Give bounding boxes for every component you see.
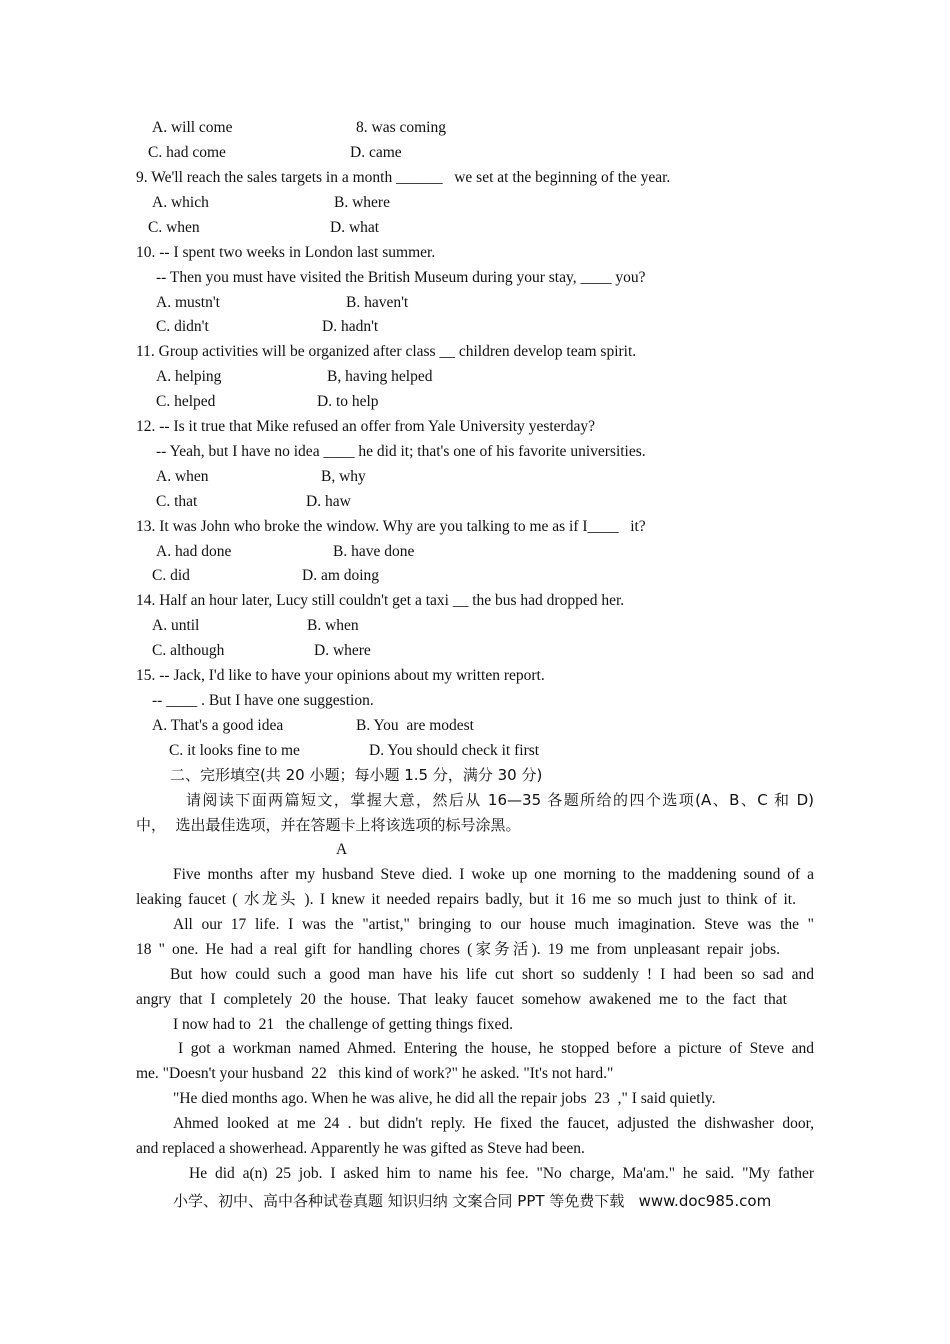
passage-line: I now had to 21 the challenge of getting things fixed. [173,1016,514,1033]
passage-line: angry that I completely 20 the house. That leaky faucet somehow awakened me to the fact that [136,991,787,1008]
question-12-reply: -- Yeah, but I have no idea ____ he did it; that's one of his favorite universities. [156,443,646,460]
option-7d: D. came [350,144,402,161]
section-instructions-line2: 中， 选出最佳选项，并在答题卡上将该选项的标号涂黑。 [136,816,521,834]
option-11b: B, having helped [327,368,433,385]
option-13d: D. am doing [302,567,380,584]
option-10b: B. haven't [346,294,409,311]
option-14a: A. until [152,617,200,634]
passage-label: A [336,841,348,858]
question-10: 10. -- I spent two weeks in London last summer. [136,244,436,261]
passage-line: "He died months ago. When he was alive, he did all the repair jobs 23 ," I said quietly. [173,1090,716,1107]
question-13: 13. It was John who broke the window. Why are you talking to me as if I____ it? [136,518,646,535]
option-10d: D. hadn't [322,318,379,335]
passage-line: leaking faucet ( 水龙头 ). I knew it needed repairs badly, but it 16 me so much just to think of it. [136,891,796,908]
section-instructions-line1: 请阅读下面两篇短文，掌握大意，然后从 16—35 各题所给的四个选项(A、B、C 和 D) [186,791,814,809]
option-9c: C. when [148,219,200,236]
option-15d: D. You should check it first [369,742,540,759]
passage-line: 18 " one. He had a real gift for handling chores (家务活). 19 me from unpleasant repair jobs. [136,941,780,958]
option-11d: D. to help [317,393,379,410]
option-9a: A. which [152,194,209,211]
passage-line: Five months after my husband Steve died. I woke up one morning to the maddening sound of a [173,866,814,883]
option-9d: D. what [330,219,380,236]
question-10-reply: -- Then you must have visited the British Museum during your stay, ____ you? [156,269,646,286]
option-12b: B, why [321,468,366,485]
passage-line: Ahmed looked at me 24 . but didn't reply. He fixed the faucet, adjusted the dishwasher door, [173,1115,814,1132]
question-15-reply: -- ____ . But I have one suggestion. [152,692,374,709]
question-14: 14. Half an hour later, Lucy still couldn't get a taxi __ the bus had dropped her. [136,592,625,609]
passage-line: I got a workman named Ahmed. Entering the house, he stopped before a picture of Steve and [178,1040,814,1057]
option-13c: C. did [152,567,190,584]
option-13a: A. had done [156,543,232,560]
option-13b: B. have done [333,543,415,560]
question-9: 9. We'll reach the sales targets in a month ______ we set at the beginning of the year. [136,169,671,186]
option-14c: C. although [152,642,225,659]
option-10a: A. mustn't [156,294,220,311]
option-9b: B. where [334,194,390,211]
passage-line: All our 17 life. I was the "artist," bringing to our house much imagination. Steve was the " [173,916,814,933]
question-11: 11. Group activities will be organized after class __ children develop team spirit. [136,343,637,360]
option-7a: A. will come [152,119,233,136]
option-7c: C. had come [148,144,226,161]
passage-line: He did a(n) 25 job. I asked him to name his fee. "No charge, Ma'am." he said. "My father [189,1165,814,1182]
option-14d: D. where [314,642,371,659]
option-14b: B. when [307,617,359,634]
option-12d: D. haw [306,493,351,510]
option-12c: C. that [156,493,198,510]
section-heading: 二、完形填空(共 20 小题；每小题 1.5 分，满分 30 分) [170,766,543,784]
footer-text: 小学、初中、高中各种试卷真题 知识归纳 文案合同 PPT 等免费下载 www.doc985.com [173,1192,772,1210]
option-10c: C. didn't [156,318,209,335]
question-12: 12. -- Is it true that Mike refused an offer from Yale University yesterday? [136,418,595,435]
option-15c: C. it looks fine to me [169,742,300,759]
option-12a: A. when [156,468,209,485]
question-15: 15. -- Jack, I'd like to have your opinions about my written report. [136,667,545,684]
option-11c: C. helped [156,393,216,410]
option-11a: A. helping [156,368,222,385]
option-8: 8. was coming [356,119,446,136]
option-15b: B. You are modest [356,717,474,734]
passage-line: me. "Doesn't your husband 22 this kind of work?" he asked. "It's not hard." [136,1065,614,1082]
option-15a: A. That's a good idea [152,717,284,734]
passage-line: But how could such a good man have his life cut short so suddenly ! I had been so sad and [170,966,814,983]
passage-line: and replaced a showerhead. Apparently he was gifted as Steve had been. [136,1140,585,1157]
